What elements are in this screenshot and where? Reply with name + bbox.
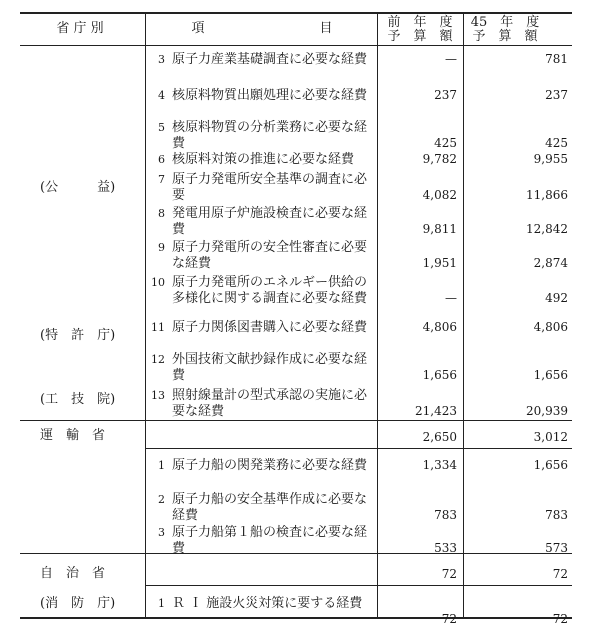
row-prev-amount: 237 (434, 88, 457, 102)
row-prev-amount: 21,423 (415, 404, 457, 418)
rule-v-cur (463, 12, 464, 618)
row-prev-amount: 783 (434, 508, 457, 522)
rule-header-bottom (20, 45, 572, 46)
row-cur-amount: 4,806 (533, 320, 568, 334)
row-item-text: 原子力船の安全基準作成に必要な経費 (172, 492, 368, 523)
row-number: 13 (151, 389, 165, 402)
row-item-text: 原子力産業基礎調査に必要な経費 (172, 52, 368, 67)
row-prev-amount: 9,811 (422, 222, 457, 236)
row-item-text: 原子力発電所の安全性審査に必要な経費 (172, 240, 368, 271)
row-cur-amount: 425 (545, 136, 568, 150)
row-cur-amount: 783 (545, 508, 568, 522)
row-item-text: Ｒ Ｉ 施設火災対策に要する経費 (172, 596, 363, 611)
rule-before-unyu (20, 420, 572, 421)
header-ministry: 省 庁 別 (56, 21, 104, 36)
ministry-label-tokkyo: (特 許 庁) (40, 328, 116, 343)
unyu-total-prev: 2,650 (422, 430, 457, 444)
row-item-text: 外国技術文献抄録作成に必要な経費 (172, 352, 368, 383)
row-number: 8 (158, 207, 165, 220)
row-prev-amount: 4,806 (422, 320, 457, 334)
row-item-text: 原子力船第１船の検査に必要な経費 (172, 525, 368, 556)
header-cur-line1: 45 年 度 (470, 15, 540, 30)
header-item-left: 項 (191, 21, 205, 36)
rule-v-prev (377, 12, 378, 618)
row-item-text: 原子力発電所のエネルギー供給の多様化に関する調査に必要な経費 (172, 275, 368, 306)
rule-unyu-subtotal (145, 448, 572, 449)
row-prev-amount: 533 (434, 541, 457, 555)
row-cur-amount: 12,842 (526, 222, 568, 236)
row-prev-amount: — (445, 52, 457, 66)
row-cur-amount: 781 (545, 52, 568, 66)
header-prev-line2: 予 算 額 (387, 29, 453, 44)
row-number: 1 (158, 459, 165, 472)
row-cur-amount: 573 (545, 541, 568, 555)
row-number: 9 (158, 241, 165, 254)
row-number: 3 (158, 53, 165, 66)
row-number: 11 (151, 321, 165, 334)
row-prev-amount: 9,782 (422, 152, 457, 166)
row-number: 5 (158, 121, 165, 134)
row-item-text: 発電用原子炉施設検査に必要な経費 (172, 206, 368, 237)
ministry-label-koeki: (公 益) (40, 180, 116, 195)
ministry-jichi: 自 治 省 (40, 566, 106, 581)
row-item-text: 原子力発電所安全基準の調査に必要 (172, 172, 368, 203)
row-cur-amount: 11,866 (526, 188, 568, 202)
row-cur-amount: 492 (545, 291, 568, 305)
row-number: 10 (151, 276, 165, 289)
row-prev-amount: 1,334 (422, 458, 457, 472)
row-number: 2 (158, 493, 165, 506)
row-cur-amount: 1,656 (533, 458, 568, 472)
header-item-right: 目 (319, 21, 333, 36)
row-number: 3 (158, 526, 165, 539)
row-cur-amount: 237 (545, 88, 568, 102)
row-item-text: 核原料物質出願処理に必要な経費 (172, 88, 368, 103)
rule-v-ministry (145, 12, 146, 618)
row-item-text: 照射線量計の型式承認の実施に必要な経費 (172, 388, 368, 419)
row-number: 12 (151, 353, 165, 366)
row-cur-amount: 9,955 (533, 152, 568, 166)
header-cur-line2: 予 算 額 (472, 29, 538, 44)
row-item-text: 原子力船の関発業務に必要な経費 (172, 458, 368, 473)
row-cur-amount: 20,939 (526, 404, 568, 418)
row-cur-amount: 72 (552, 612, 568, 626)
row-prev-amount: 425 (434, 136, 457, 150)
ministry-shobo: (消 防 庁) (40, 596, 116, 611)
row-number: 4 (158, 89, 165, 102)
unyu-total-cur: 3,012 (533, 430, 568, 444)
row-number: 1 (158, 597, 165, 610)
jichi-total-prev: 72 (441, 567, 457, 581)
row-prev-amount: 1,656 (422, 368, 457, 382)
row-cur-amount: 2,874 (533, 256, 568, 270)
row-prev-amount: 1,951 (422, 256, 457, 270)
rule-jichi-subtotal (145, 585, 572, 586)
header-prev-line1: 前 年 度 (387, 15, 453, 30)
row-prev-amount: 4,082 (422, 188, 457, 202)
jichi-total-cur: 72 (552, 567, 568, 581)
ministry-unyu: 運 輸 省 (40, 428, 106, 443)
row-item-text: 核原料対策の推進に必要な経費 (172, 152, 355, 167)
row-number: 6 (158, 153, 165, 166)
row-prev-amount: 72 (441, 612, 457, 626)
row-item-text: 原子力関係図書購入に必要な経費 (172, 320, 368, 335)
rule-top (20, 12, 572, 14)
ministry-label-kogi: (工 技 院) (40, 392, 116, 407)
row-prev-amount: — (445, 291, 457, 305)
row-item-text: 核原料物質の分析業務に必要な経費 (172, 120, 368, 151)
row-cur-amount: 1,656 (533, 368, 568, 382)
row-number: 7 (158, 173, 165, 186)
